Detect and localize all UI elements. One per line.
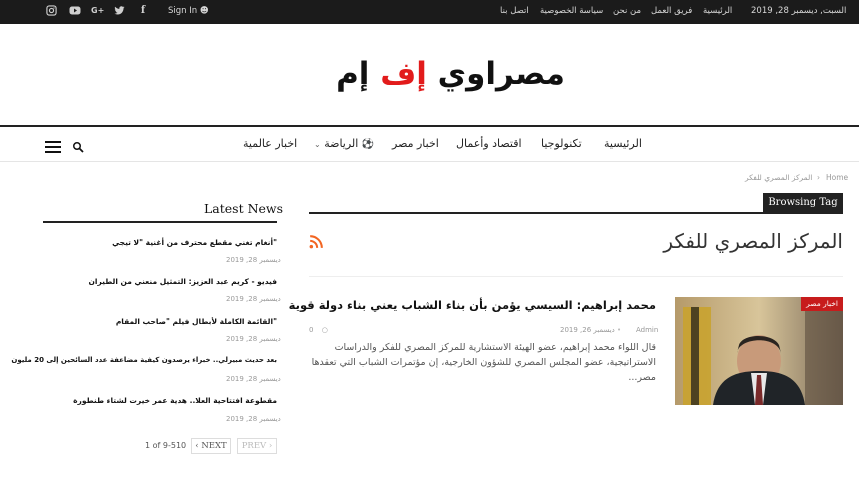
page-title: المركز المصري للفكر bbox=[663, 229, 843, 253]
nav-item-world-news[interactable]: اخبار عالمية bbox=[243, 137, 298, 150]
sidebar-news-title[interactable]: بعد حديث مبيرلي.. خبراء يرصدون كيفية مضاعفة عدد السائحين إلى 20 مليون bbox=[11, 356, 277, 364]
chevron-down-icon: ⌄ bbox=[314, 140, 321, 149]
user-icon: ☻ bbox=[199, 6, 209, 16]
chevron-left-icon: ‹ bbox=[195, 441, 199, 451]
facebook-icon[interactable]: f bbox=[140, 5, 146, 16]
logo-text-end: إم bbox=[336, 56, 370, 92]
top-link-team[interactable]: فريق العمل bbox=[651, 6, 693, 16]
breadcrumb-home[interactable]: Home bbox=[826, 173, 849, 182]
breadcrumb-current: المركز المصري للفكر bbox=[745, 173, 813, 182]
logo-text-main: مصراوي bbox=[437, 56, 565, 92]
nav-item-home[interactable]: الرئيسية bbox=[604, 137, 642, 150]
top-link-about[interactable]: من نحن bbox=[613, 6, 642, 16]
nav-item-egypt-news[interactable]: اخبار مصر bbox=[392, 137, 439, 150]
twitter-icon[interactable] bbox=[114, 5, 126, 16]
sidebar-news-title[interactable]: القائمة الكاملة لأبطال فيلم "صاحب المقام" bbox=[115, 317, 277, 326]
sidebar-news-date: ديسمبر 28, 2019 bbox=[226, 375, 281, 383]
nav-item-economy[interactable]: اقتصاد وأعمال bbox=[456, 137, 522, 150]
search-icon[interactable] bbox=[72, 138, 84, 150]
category-badge[interactable]: اخبار مصر bbox=[801, 297, 843, 311]
chevron-right-icon: › bbox=[268, 441, 273, 451]
post-date-text: ديسمبر 26, 2019 bbox=[560, 326, 615, 334]
sidebar-divider bbox=[43, 221, 277, 223]
site-logo[interactable] bbox=[315, 52, 565, 98]
breadcrumb-separator: › bbox=[817, 173, 820, 182]
sidebar-title: Latest News bbox=[204, 201, 284, 216]
logo-text-accent: إف bbox=[380, 56, 427, 92]
post-date bbox=[560, 326, 621, 334]
sidebar-news-date: ديسمبر 28, 2019 bbox=[226, 415, 281, 423]
pagination-info: 1 of 9-510 bbox=[145, 441, 187, 450]
post-title[interactable]: محمد إبراهيم: السيسي يؤمن بأن بناء الشباب يعني بناء دولة قوية bbox=[288, 298, 656, 312]
sidebar-news-date: ديسمبر 28, 2019 bbox=[226, 256, 281, 264]
prev-button[interactable] bbox=[237, 438, 277, 454]
signin-link[interactable] bbox=[168, 6, 209, 16]
youtube-icon[interactable] bbox=[69, 5, 81, 16]
top-link-privacy[interactable]: سياسة الخصوصية bbox=[540, 6, 604, 16]
sidebar-news-date: ديسمبر 28, 2019 bbox=[226, 335, 281, 343]
signin-label: Sign In bbox=[168, 6, 198, 16]
main-nav bbox=[0, 125, 859, 162]
sidebar-news-date: ديسمبر 28, 2019 bbox=[226, 295, 281, 303]
comment-icon: ○ bbox=[321, 326, 328, 334]
top-link-contact[interactable]: اتصل بنا bbox=[500, 6, 529, 16]
archive-divider bbox=[309, 212, 843, 214]
football-icon: ⚽ bbox=[361, 139, 375, 150]
google-plus-icon[interactable]: G+ bbox=[91, 6, 105, 15]
sidebar-news-title[interactable]: أنغام تغني مقطع محترف من أغنية "لا تيجي" bbox=[112, 238, 277, 247]
instagram-icon[interactable] bbox=[46, 5, 58, 16]
post-author[interactable]: Admin bbox=[636, 326, 659, 334]
sidebar-news-title[interactable]: فيديو - كريم عبد العزيز: التمثيل منعني من الطيران bbox=[88, 277, 277, 286]
browsing-tag-label: Browsing Tag bbox=[763, 193, 843, 213]
nav-item-sports[interactable] bbox=[314, 137, 374, 150]
divider bbox=[309, 276, 843, 277]
top-bar bbox=[0, 0, 859, 24]
menu-icon[interactable] bbox=[45, 138, 61, 150]
prev-label: PREV bbox=[241, 441, 267, 451]
post-thumbnail[interactable] bbox=[675, 297, 843, 405]
rss-icon[interactable] bbox=[309, 234, 323, 248]
nav-sports-label: الرياضة bbox=[324, 137, 359, 150]
comments-number: 0 bbox=[309, 326, 314, 334]
top-link-home[interactable]: الرئيسية bbox=[703, 6, 733, 16]
post-excerpt: قال اللواء محمد إبراهيم، عضو الهيئة الاستشارية للمركز المصري للفكر والدراسات الاستراتيجية، عضو المجلس المصري للشؤون الخارجية، إن مؤتمرات الشباب التي تعقدها مصر... bbox=[311, 342, 656, 383]
nav-item-technology[interactable]: تكنولوجيا bbox=[541, 137, 582, 150]
dot-separator: • bbox=[617, 326, 622, 334]
top-date: السبت, ديسمبر 28, 2019 bbox=[751, 6, 847, 16]
sidebar-news-title[interactable]: مقطوعة افتتاحية العلا.. هدية عمر خيرت لشتاء طنطورة bbox=[73, 396, 277, 405]
next-label: NEXT bbox=[201, 441, 227, 451]
next-button[interactable] bbox=[191, 438, 231, 454]
comments-count[interactable] bbox=[309, 326, 328, 334]
